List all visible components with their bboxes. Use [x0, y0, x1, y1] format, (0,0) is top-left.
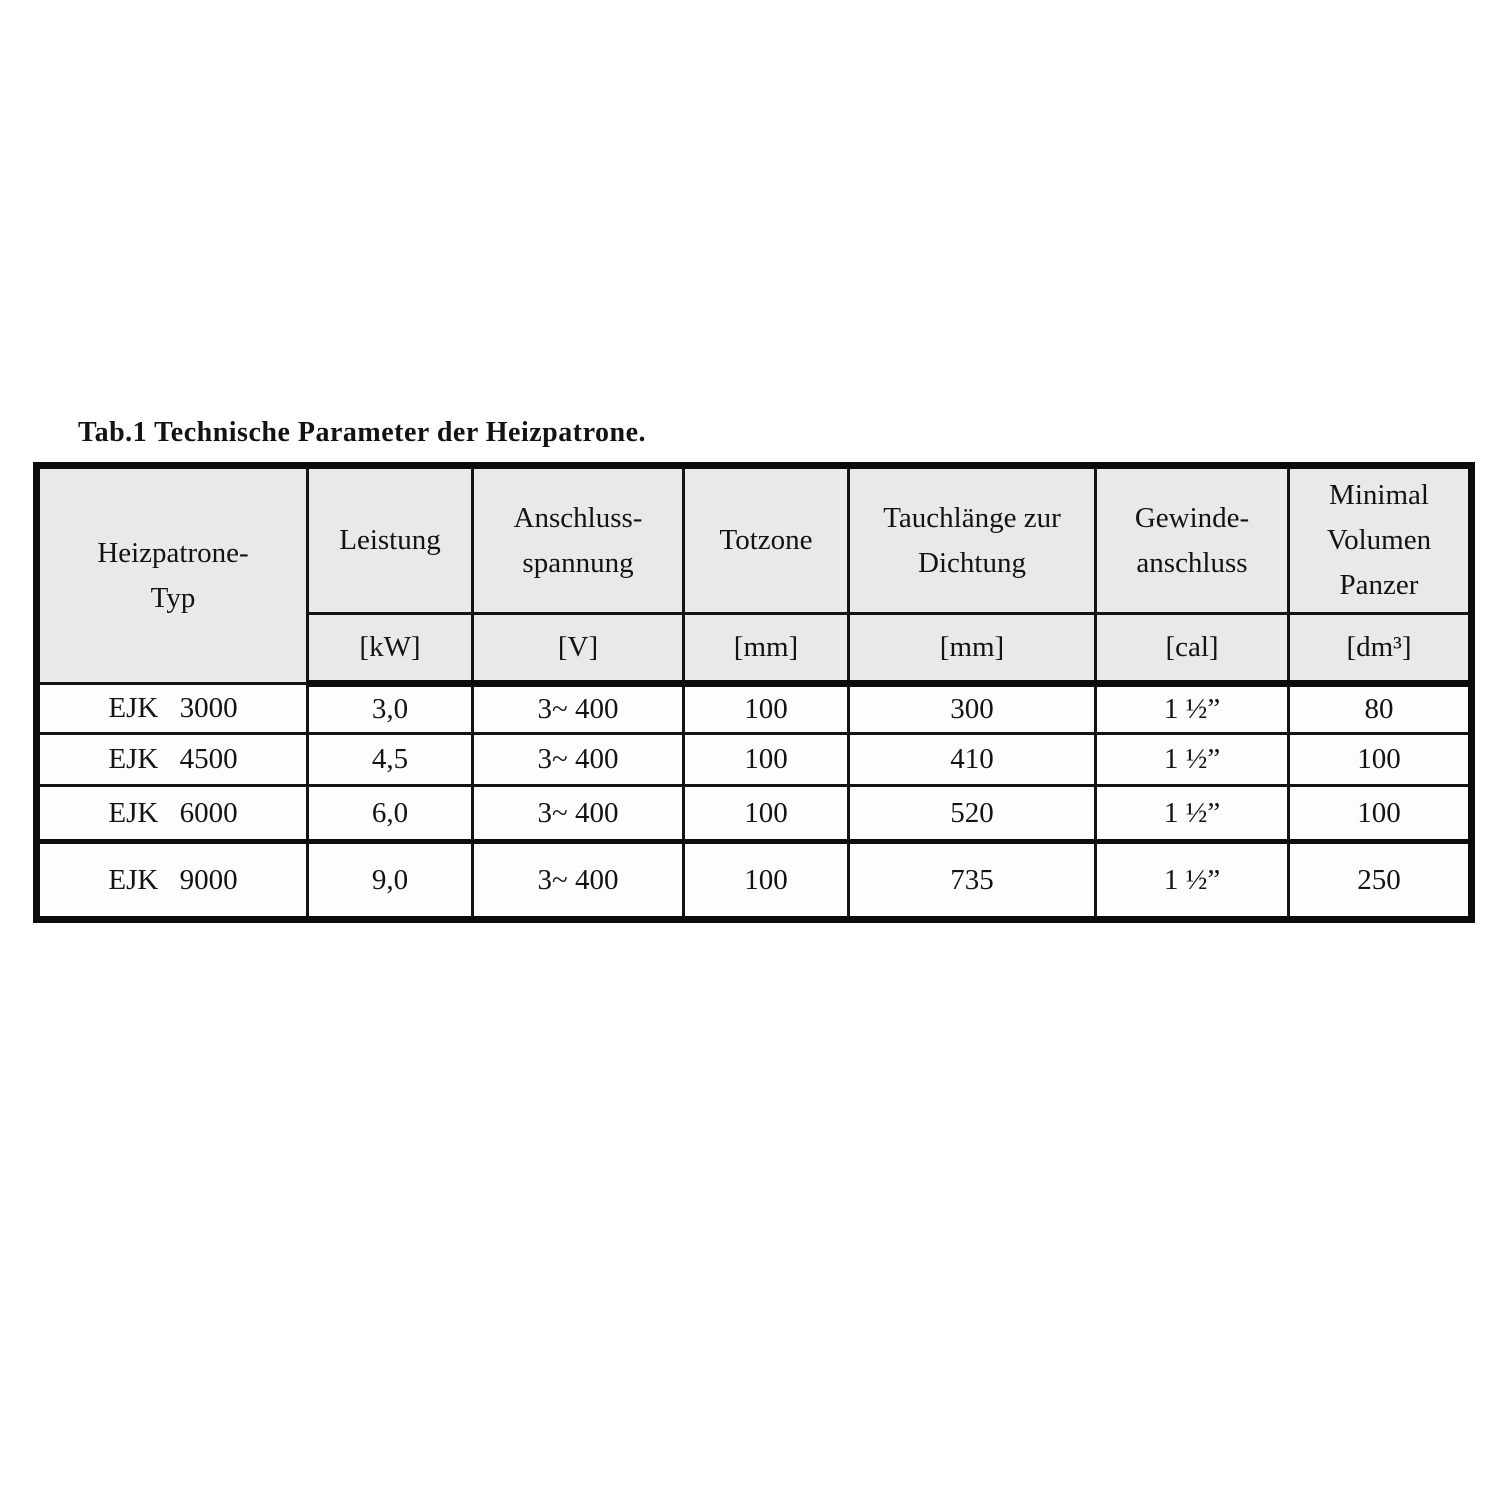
header-line: Dichtung: [918, 546, 1026, 579]
unit-leistung: [kW]: [308, 614, 473, 684]
table-row-ejk-4500: [37, 734, 1472, 786]
cell-tauchlaenge: 300: [849, 684, 1096, 734]
header-heizpatrone-typ: [37, 466, 308, 684]
cell-leistung: 4,5: [308, 734, 473, 786]
cell-gewindeanschluss: 1 ½”: [1096, 786, 1289, 842]
header-row-labels: [37, 466, 1472, 614]
cell-minimal-volumen: 250: [1289, 842, 1472, 920]
cell-minimal-volumen: 100: [1289, 734, 1472, 786]
cell-minimal-volumen: 100: [1289, 786, 1472, 842]
table-row-ejk-9000: [37, 842, 1472, 920]
cell-typ: EJK 4500: [37, 734, 308, 786]
header-leistung: [308, 466, 473, 614]
cell-leistung: 6,0: [308, 786, 473, 842]
header-line: Minimal: [1329, 479, 1429, 511]
cell-anschlussspannung: 3~ 400: [473, 734, 684, 786]
cell-leistung: 3,0: [308, 684, 473, 734]
cell-totzone: 100: [684, 684, 849, 734]
table-row-ejk-3000: [37, 684, 1472, 734]
header-line: Anschluss-: [513, 501, 643, 534]
header-line: spannung: [522, 546, 634, 579]
unit-totzone: [mm]: [684, 614, 849, 684]
table-row-ejk-6000: [37, 786, 1472, 842]
cell-typ: EJK 6000: [37, 786, 308, 842]
header-line: Gewinde-: [1134, 501, 1250, 534]
header-tauchlaenge-zur-dichtung: [849, 466, 1096, 614]
cell-anschlussspannung: 3~ 400: [473, 684, 684, 734]
header-line: Totzone: [719, 524, 813, 556]
cell-tauchlaenge: 410: [849, 734, 1096, 786]
header-totzone: [684, 466, 849, 614]
cell-totzone: 100: [684, 786, 849, 842]
cell-anschlussspannung: 3~ 400: [473, 842, 684, 920]
cell-gewindeanschluss: 1 ½”: [1096, 684, 1289, 734]
header-line: anschluss: [1136, 546, 1248, 579]
cell-gewindeanschluss: 1 ½”: [1096, 842, 1289, 920]
table-caption: Tab.1 Technische Parameter der Heizpatrone.: [78, 417, 646, 448]
header-line: Heizpatrone-: [97, 536, 249, 569]
cell-typ: EJK 9000: [37, 842, 308, 920]
header-gewindeanschluss: [1096, 466, 1289, 614]
cell-tauchlaenge: 520: [849, 786, 1096, 842]
header-line: Volumen: [1326, 524, 1432, 556]
unit-gewindeanschluss: [cal]: [1096, 614, 1289, 684]
unit-anschlussspannung: [V]: [473, 614, 684, 684]
unit-tauchlaenge: [mm]: [849, 614, 1096, 684]
unit-minimal-volumen: [dm³]: [1289, 614, 1472, 684]
header-line: Panzer: [1339, 569, 1419, 601]
parameters-table: [33, 462, 1475, 923]
cell-tauchlaenge: 735: [849, 842, 1096, 920]
cell-anschlussspannung: 3~ 400: [473, 786, 684, 842]
header-line: Leistung: [339, 524, 441, 556]
cell-gewindeanschluss: 1 ½”: [1096, 734, 1289, 786]
header-line: Typ: [150, 581, 196, 614]
header-minimal-volumen-panzer: [1289, 466, 1472, 614]
cell-totzone: 100: [684, 734, 849, 786]
cell-totzone: 100: [684, 842, 849, 920]
header-line: Tauchlänge zur: [883, 501, 1061, 534]
cell-typ: EJK 3000: [37, 684, 308, 734]
header-anschlussspannung: [473, 466, 684, 614]
cell-leistung: 9,0: [308, 842, 473, 920]
cell-minimal-volumen: 80: [1289, 684, 1472, 734]
